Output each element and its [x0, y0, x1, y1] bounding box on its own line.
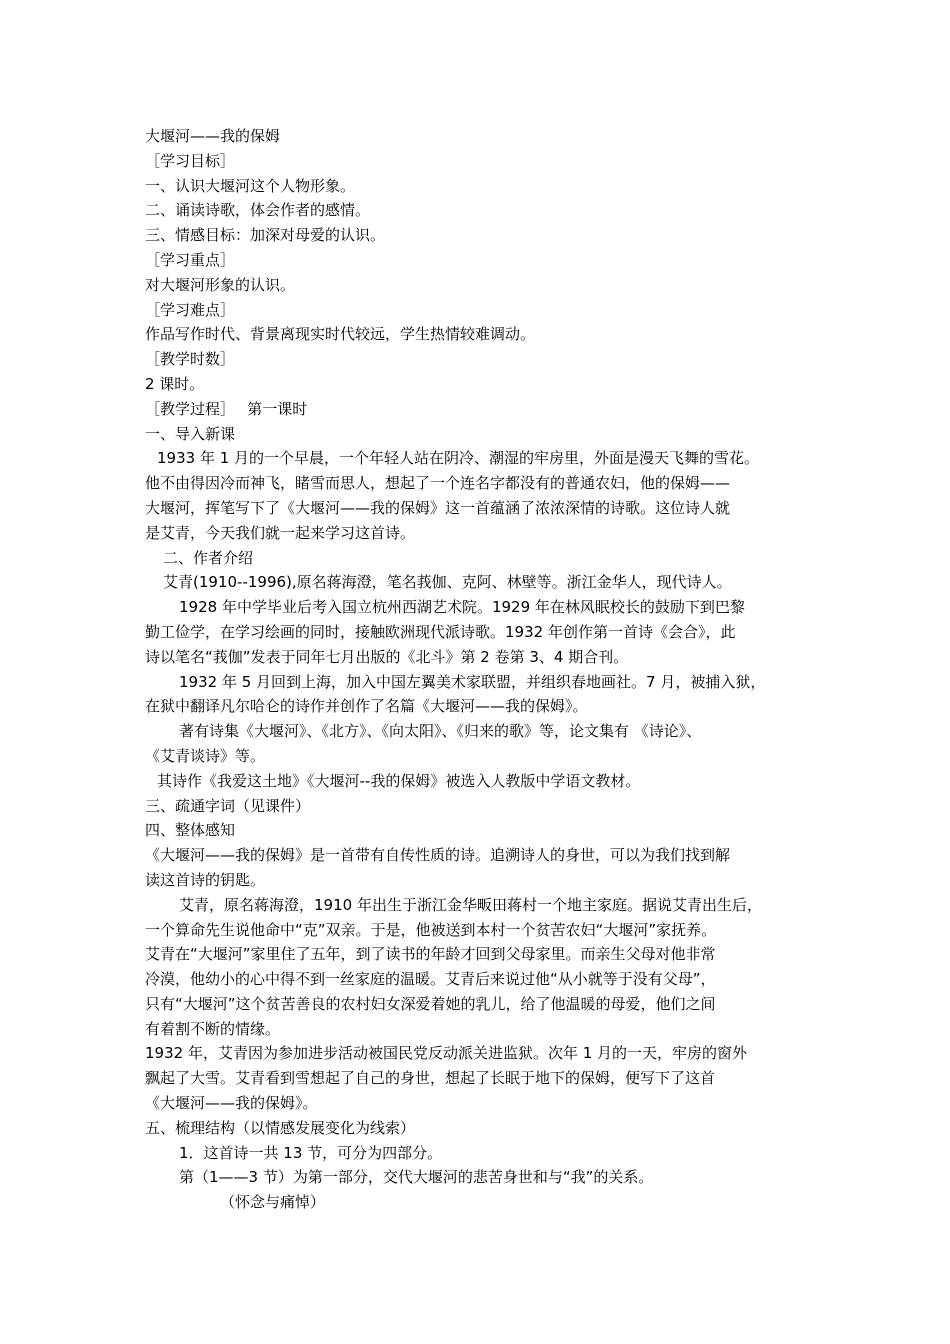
subheading-vocabulary: 三、疏通字词（见课件）: [145, 796, 311, 815]
section-heading-hours: ［教学时数］: [145, 350, 236, 369]
paragraph-line: 只有“大堰河”这个贫苦善良的农村妇女深爱着她的乳儿，给了他温暖的母爱，他们之间: [145, 994, 716, 1013]
paragraph-line: 是艾青，今天我们就一起来学习这首诗。: [145, 523, 416, 542]
section-heading-key-points: ［学习重点］: [145, 250, 236, 269]
subheading-structure: 五、梳理结构（以情感发展变化为线索）: [145, 1118, 416, 1137]
section-heading-difficulties: ［学习难点］: [145, 300, 236, 319]
paragraph-line: 勤工俭学，在学习绘画的同时，接触欧洲现代派诗歌。1932 年创作第一首诗《会合》，此: [145, 622, 736, 641]
paragraph-line: 三、情感目标：加深对母爱的认识。: [145, 226, 386, 245]
paragraph-line: 1．这首诗一共 13 节，可分为四部分。: [179, 1143, 443, 1162]
paragraph-line: 他不由得因冷而神飞，睹雪而思人，想起了一个连名字都没有的普通农妇，他的保姆——: [145, 474, 731, 493]
paragraph-line: 《大堰河——我的保姆》。: [145, 1094, 318, 1113]
paragraph-line: 作品写作时代、背景离现实时代较远，学生热情较难调动。: [145, 325, 536, 344]
document-title: 大堰河——我的保姆: [145, 127, 281, 145]
section-heading-objectives: ［学习目标］: [145, 151, 236, 170]
paragraph-line: 著有诗集《大堰河》、《北方》、《向太阳》、《归来的歌》等，论文集有 《诗论》、: [179, 722, 702, 741]
paragraph-line: 大堰河，挥笔写下了《大堰河——我的保姆》这一首蕴涵了浓浓深情的诗歌。这位诗人就: [145, 498, 731, 517]
subheading-introduction: 一、导入新课: [145, 424, 236, 443]
paragraph-line: 艾青，原名蒋海澄，1910 年出生于浙江金华畈田蒋村一个地主家庭。据说艾青出生后，: [179, 895, 762, 914]
paragraph-line: 在狱中翻译凡尔哈仑的诗作并创作了名篇《大堰河——我的保姆》。: [145, 697, 588, 716]
paragraph-line: 冷漠，他幼小的心中得不到一丝家庭的温暖。艾青后来说过他“从小就等于没有父母”，: [145, 970, 716, 989]
paragraph-line: 1932 年 5 月回到上海，加入中国左翼美术家联盟，并组织春地画社。7 月，被捕入狱，: [179, 672, 766, 691]
paragraph-line: 有着割不断的情缘。: [145, 1019, 281, 1038]
paragraph-line: 1928 年中学毕业后考入国立杭州西湖艺术院。1929 年在林风眠校长的鼓励下到巴黎: [179, 598, 745, 617]
paragraph-line: （怀念与痛悼）: [220, 1193, 326, 1212]
paragraph-line: 《艾青谈诗》等。: [145, 746, 266, 765]
subheading-author: 二、作者介绍: [163, 548, 254, 567]
paragraph-line: 艾青在“大堰河”家里住了五年，到了读书的年龄才回到父母家里。而亲生父母对他非常: [145, 945, 716, 964]
document-body: [145, 124, 825, 1215]
paragraph-line: 1932 年，艾青因为参加进步活动被国民党反动派关进监狱。次年 1 月的一天，牢房的窗外: [145, 1044, 748, 1063]
subheading-overview: 四、整体感知: [145, 821, 236, 840]
paragraph-line: 读这首诗的钥匙。: [145, 870, 266, 889]
paragraph-line: 其诗作《我爱这土地》《大堰河--我的保姆》被选入人教版中学语文教材。: [157, 771, 641, 790]
paragraph-line: 一个算命先生说他命中“克”双亲。于是，他被送到本村一个贫苦农妇“大堰河”家抚养。: [145, 920, 717, 939]
paragraph-line: 1933 年 1 月的一个早晨，一个年轻人站在阴冷、潮湿的牢房里，外面是漫天飞舞的雪花。: [157, 449, 760, 468]
paragraph-line: 第（1——3 节）为第一部分，交代大堰河的悲苦身世和与“我”的关系。: [179, 1168, 654, 1187]
paragraph-line: 二、诵读诗歌，体会作者的感情。: [145, 201, 371, 220]
paragraph-line: 2 课时。: [145, 374, 205, 393]
paragraph-line: 飘起了大雪。艾青看到雪想起了自己的身世，想起了长眠于地下的保姆，便写下了这首: [145, 1069, 716, 1088]
paragraph-line: 《大堰河——我的保姆》是一首带有自传性质的诗。追溯诗人的身世，可以为我们找到解: [145, 846, 731, 865]
paragraph-line: 诗以笔名“莪伽”发表于同年七月出版的《北斗》第 2 卷第 3、4 期合刊。: [145, 647, 629, 666]
paragraph-line: 艾青(1910--1996),原名蒋海澄，笔名莪伽、克阿、林壁等。浙江金华人，现代诗人。: [163, 573, 732, 592]
section-heading-process: ［教学过程］ 第一课时: [145, 399, 308, 418]
paragraph-line: 对大堰河形象的认识。: [145, 275, 296, 294]
paragraph-line: 一、认识大堰河这个人物形象。: [145, 176, 356, 195]
